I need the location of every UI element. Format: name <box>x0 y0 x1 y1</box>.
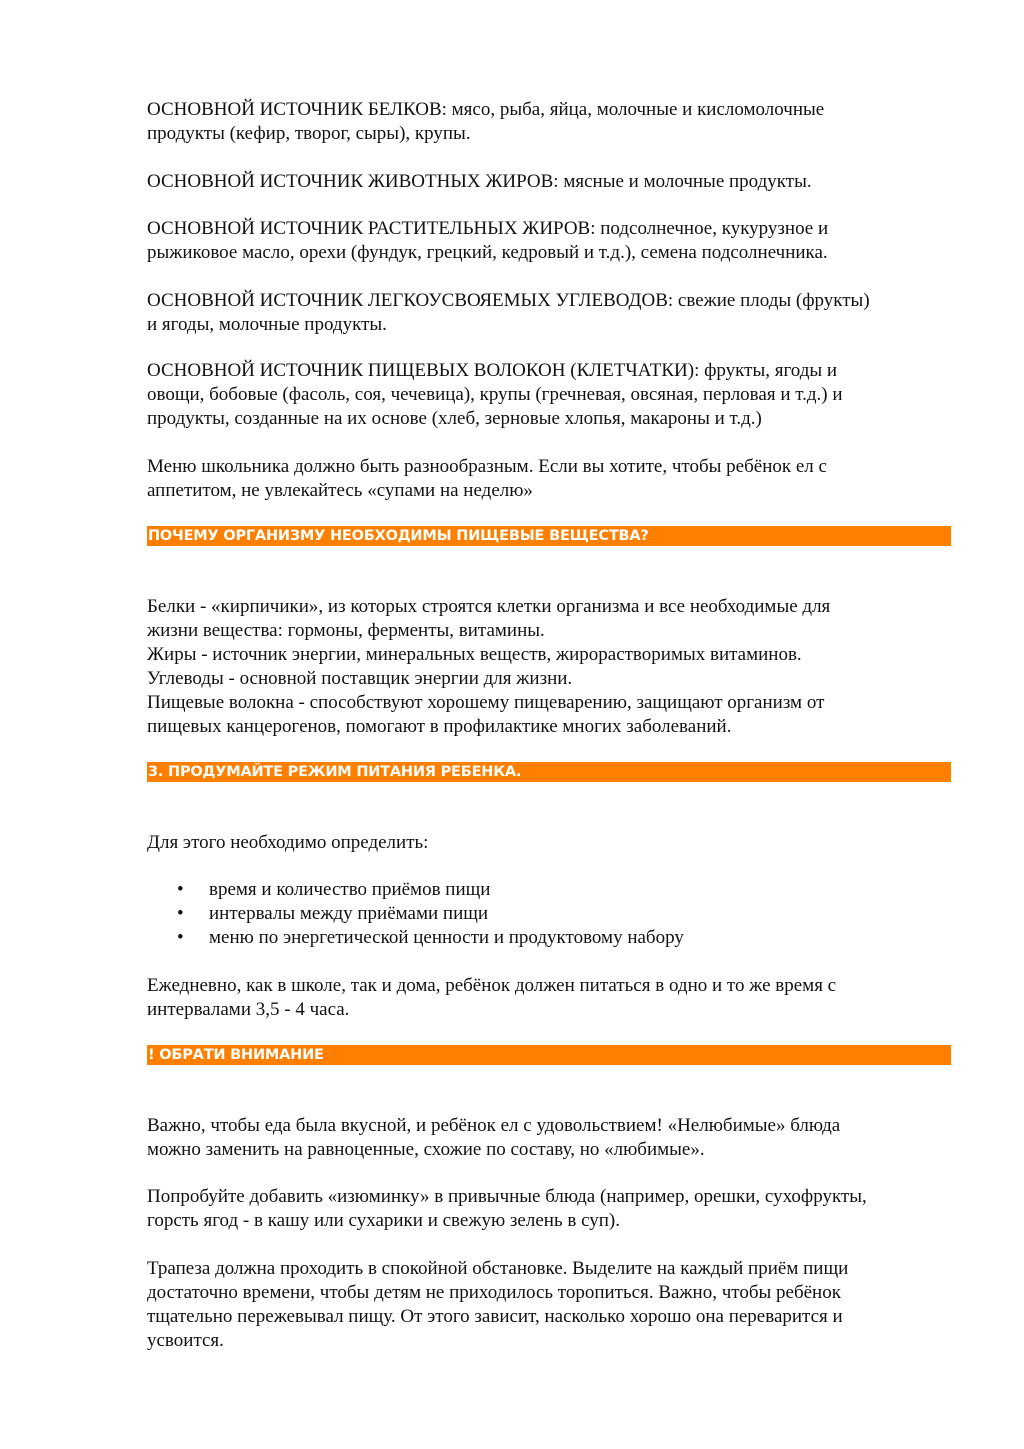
bullet-icon: • <box>177 903 184 924</box>
paragraph-fiber <box>147 359 957 431</box>
text-line: Для этого необходимо определить: <box>147 832 429 853</box>
paragraph-zest <box>147 1185 957 1233</box>
text-line: ОСНОВНОЙ ИСТОЧНИК ЖИВОТНЫХ ЖИРОВ: мясные и молочные продукты. <box>147 171 812 192</box>
text-line: овощи, бобовые (фасоль, соя, чечевица), крупы (гречневая, овсяная, перловая и т.д.) и <box>147 384 843 405</box>
text-line: Жиры - источник энергии, минеральных веществ, жирорастворимых витаминов. <box>147 644 802 665</box>
paragraph-plant-fats <box>147 217 957 265</box>
text-line: продукты (кефир, творог, сыры), крупы. <box>147 123 471 144</box>
text-line: можно заменить на равноценные, схожие по составу, но «любимые». <box>147 1139 705 1160</box>
text-line: Важно, чтобы еда была вкусной, и ребёнок ел с удовольствием! «Нелюбимые» блюда <box>147 1115 841 1136</box>
text-line: рыжиковое масло, орехи (фундук, грецкий, кедровый и т.д.), семена подсолнечника. <box>147 242 828 263</box>
text-line: Попробуйте добавить «изюминку» в привычные блюда (например, орешки, сухофрукты, <box>147 1186 867 1207</box>
text-line: продукты, созданные на их основе (хлеб, зерновые хлопья, макароны и т.д.) <box>147 408 762 429</box>
text-line: усвоится. <box>147 1330 224 1351</box>
heading-text: ПОЧЕМУ ОРГАНИЗМУ НЕОБХОДИМЫ ПИЩЕВЫЕ ВЕЩЕСТВА? <box>148 528 649 544</box>
text-line: достаточно времени, чтобы детям не приходилось торопиться. Важно, чтобы ребёнок <box>147 1282 841 1303</box>
text-line: ОСНОВНОЙ ИСТОЧНИК РАСТИТЕЛЬНЫХ ЖИРОВ: подсолнечное, кукурузное и <box>147 218 829 239</box>
section-heading-nutrients <box>147 526 951 546</box>
paragraph-proteins <box>147 98 957 146</box>
text-line: пищевых канцерогенов, помогают в профилактике многих заболеваний. <box>147 716 732 737</box>
bullet-icon: • <box>177 927 184 948</box>
paragraph-nutrient-roles <box>147 595 957 739</box>
list-item-text: интервалы между приёмами пищи <box>209 903 489 924</box>
text-line: Белки - «кирпичики», из которых строятся клетки организма и все необходимые для <box>147 596 831 617</box>
text-line: ОСНОВНОЙ ИСТОЧНИК ЛЕГКОУСВОЯЕМЫХ УГЛЕВОДОВ: свежие плоды (фрукты) <box>147 290 870 311</box>
bullet-list <box>147 878 957 950</box>
text-line: Углеводы - основной поставщик энергии для жизни. <box>147 668 573 689</box>
text-line: интервалами 3,5 - 4 часа. <box>147 999 350 1020</box>
text-line: жизни вещества: гормоны, ферменты, витамины. <box>147 620 545 641</box>
text-line: горсть ягод - в кашу или сухарики и свежую зелень в суп). <box>147 1210 621 1231</box>
paragraph-carbs <box>147 289 957 337</box>
paragraph-daily <box>147 974 957 1022</box>
paragraph-tasty <box>147 1114 957 1162</box>
list-item <box>147 902 957 926</box>
section-heading-meal-schedule <box>147 762 951 782</box>
paragraph-determine <box>147 831 957 855</box>
text-line: и ягоды, молочные продукты. <box>147 314 387 335</box>
list-item <box>147 878 957 902</box>
heading-text: 3. ПРОДУМАЙТЕ РЕЖИМ ПИТАНИЯ РЕБЕНКА. <box>148 764 522 780</box>
text-line: ОСНОВНОЙ ИСТОЧНИК БЕЛКОВ: мясо, рыба, яйца, молочные и кисломолочные <box>147 99 825 120</box>
text-line: Ежедневно, как в школе, так и дома, ребёнок должен питаться в одно и то же время с <box>147 975 837 996</box>
text-line: Трапеза должна проходить в спокойной обстановке. Выделите на каждый приём пищи <box>147 1258 849 1279</box>
section-heading-attention <box>147 1045 951 1065</box>
text-line: Меню школьника должно быть разнообразным. Если вы хотите, чтобы ребёнок ел с <box>147 456 827 477</box>
text-line: ОСНОВНОЙ ИСТОЧНИК ПИЩЕВЫХ ВОЛОКОН (КЛЕТЧАТКИ): фрукты, ягоды и <box>147 360 838 381</box>
paragraph-calm-meal <box>147 1257 957 1353</box>
heading-text: ! ОБРАТИ ВНИМАНИЕ <box>148 1047 324 1063</box>
list-item-text: время и количество приёмов пищи <box>209 879 491 900</box>
list-item-text: меню по энергетической ценности и продуктовому набору <box>209 927 684 948</box>
paragraph-menu <box>147 455 957 503</box>
bullet-icon: • <box>177 879 184 900</box>
paragraph-animal-fats <box>147 170 957 194</box>
text-line: Пищевые волокна - способствуют хорошему пищеварению, защищают организм от <box>147 692 825 713</box>
list-item <box>147 926 957 950</box>
text-line: тщательно пережевывал пищу. От этого зависит, насколько хорошо она переварится и <box>147 1306 843 1327</box>
text-line: аппетитом, не увлекайтесь «супами на неделю» <box>147 480 533 501</box>
